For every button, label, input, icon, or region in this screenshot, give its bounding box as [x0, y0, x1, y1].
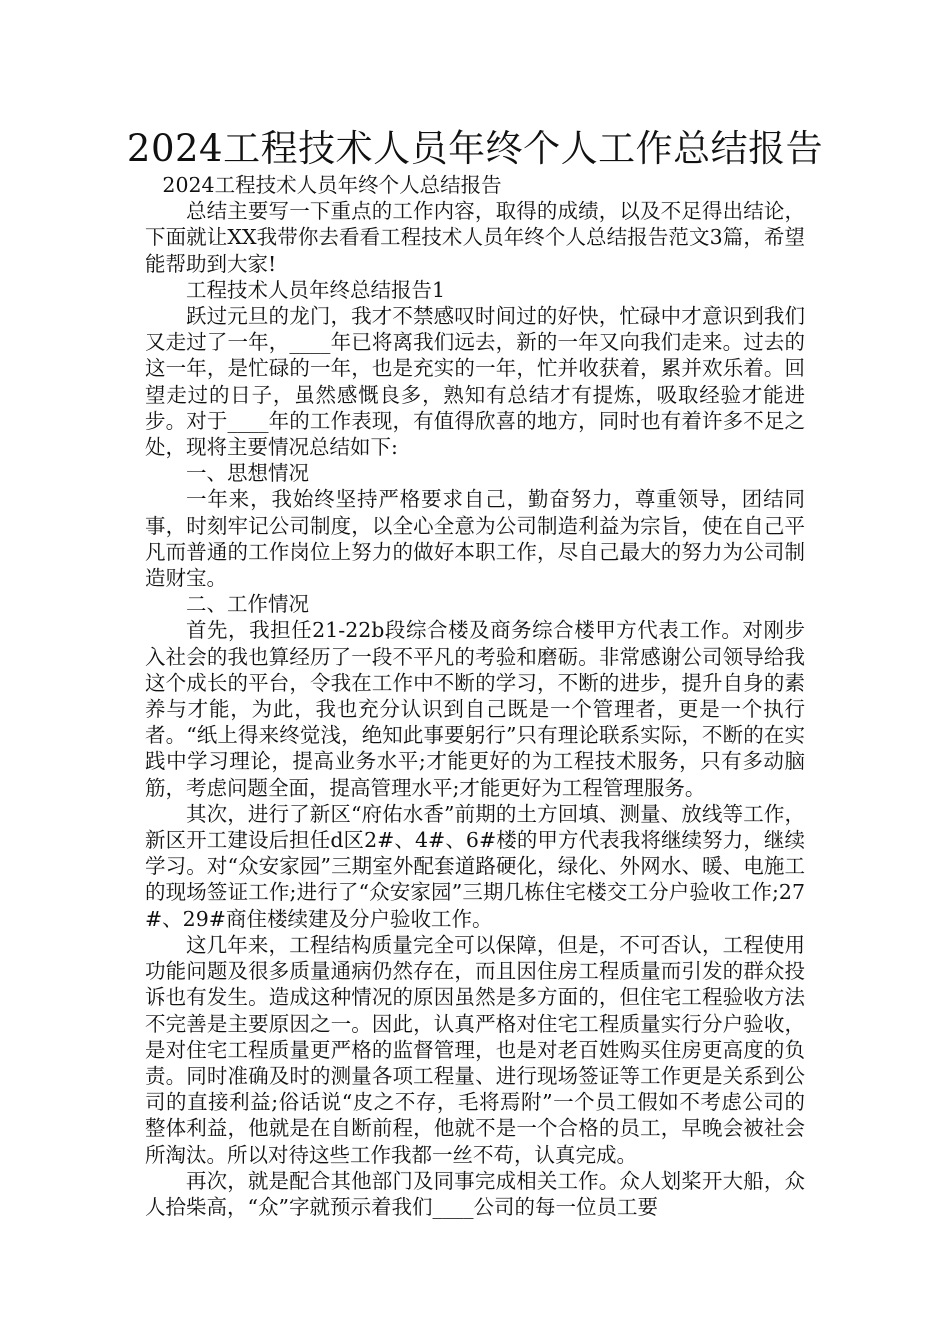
document-title: 2024工程技术人员年终个人工作总结报告: [126, 127, 824, 170]
paragraph-work-first: 首先，我担任21-22b段综合楼及商务综合楼甲方代表工作。对刚步入社会的我也算经历了一段不平凡的考验和磨砺。非常感谢公司领导给我这个成长的平台，令我在工作中不断的学习，不断的进步，提升自身的素养与才能，为此，我也充分认识到自己既是一个管理者，更是一个执行者。“纸上得来终觉浅，绝知此事要躬行”只有理论联系实际，不断的在实践中学习理论，提高业务水平;才能更好的为工程技术服务，只有多动脑筋，考虑问题全面，提高管理水平;才能更好为工程管理服务。: [145, 618, 805, 800]
report-1-title: 工程技术人员年终总结报告1: [186, 277, 446, 302]
intro-paragraph: 总结主要写一下重点的工作内容，取得的成绩，以及不足得出结论，下面就让XX我带你去看看工程技术人员年终个人总结报告范文3篇，希望能帮助到大家!: [145, 199, 805, 276]
document-body: [145, 172, 805, 1220]
document-subtitle: 2024工程技术人员年终个人总结报告: [162, 173, 502, 197]
paragraph-cooperation: 再次，就是配合其他部门及同事完成相关工作。众人划桨开大船，众人拾柴高，“众”字就预示着我们____公司的每一位员工要: [145, 1168, 805, 1219]
paragraph-thought: 一年来，我始终坚持严格要求自己，勤奋努力，尊重领导，团结同事，时刻牢记公司制度，以全心全意为公司制造利益为宗旨，使在自己平凡而普通的工作岗位上努力的做好本职工作，尽自己最大的努力为公司制造财宝。: [145, 487, 805, 591]
paragraph-work-second: 其次，进行了新区“府佑水香”前期的土方回填、测量、放线等工作，新区开工建设后担任d区2#、4#、6#楼的甲方代表我将继续努力，继续学习。对“众安家园”三期室外配套道路硬化，绿化、外网水、暖、电施工的现场签证工作;进行了“众安家园”三期几栋住宅楼交工分户验收工作;27#、29#商住楼续建及分户验收工作。: [145, 801, 805, 931]
section-heading-work: 二、工作情况: [186, 592, 309, 617]
paragraph-opening: 跃过元旦的龙门，我才不禁感叹时间过的好快，忙碌中才意识到我们又走过了一年，____年已将离我们远去，新的一年又向我们走来。过去的这一年，是忙碌的一年，也是充实的一年，忙并收获着，累并欢乐着。回望走过的日子，虽然感慨良多，熟知有总结才有提炼，吸取经验才能进步。对于____年的工作表现，有值得欣喜的地方，同时也有着许多不足之处，现将主要情况总结如下:: [145, 304, 805, 460]
paragraph-quality: 这几年来，工程结构质量完全可以保障，但是，不可否认，工程使用功能问题及很多质量通病仍然存在，而且因住房工程质量而引发的群众投诉也有发生。造成这种情况的原因虽然是多方面的，但住宅工程验收方法不完善是主要原因之一。因此，认真严格对住宅工程质量实行分户验收，是对住宅工程质量更严格的监督管理，也是对老百姓购买住房更高度的负责。同时准确及时的测量各项工程量、进行现场签证等工作更是关系到公司的直接利益;俗话说“皮之不存，毛将焉附”一个员工假如不考虑公司的整体利益，他就是在自断前程，他就不是一个合格的员工，早晚会被社会所淘汰。所以对待这些工作我都一丝不苟，认真完成。: [145, 932, 805, 1167]
section-heading-thought: 一、思想情况: [186, 461, 309, 486]
